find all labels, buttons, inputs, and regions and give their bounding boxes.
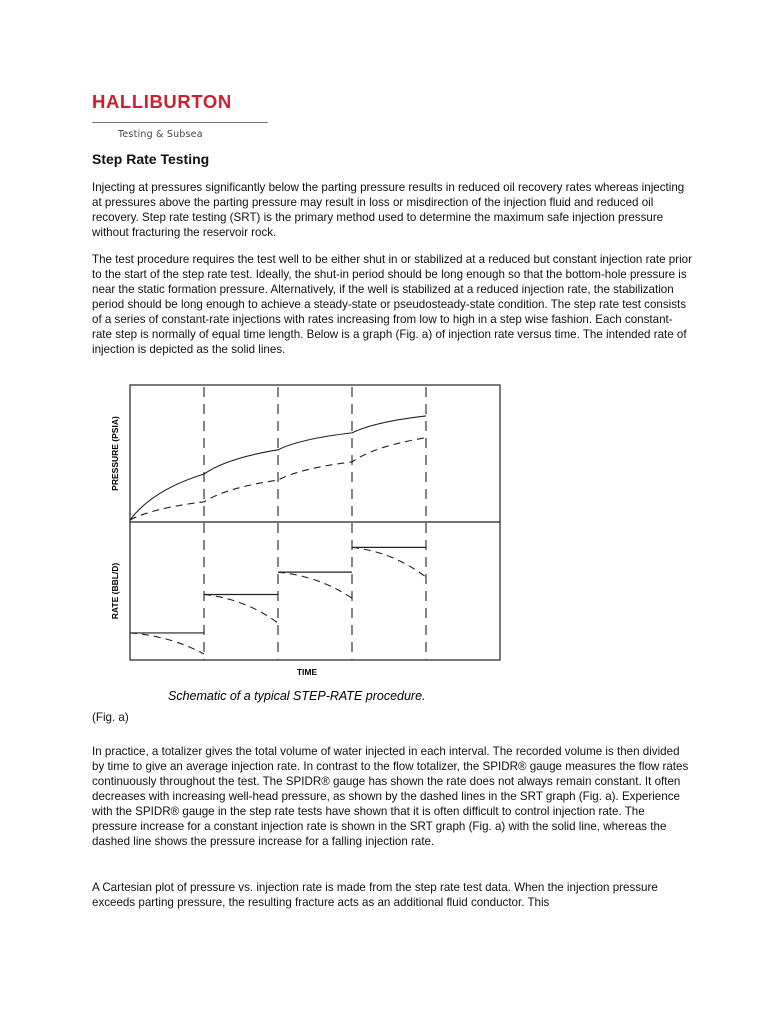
brand-name: HALLIBURTON (92, 91, 232, 112)
figure-label: (Fig. a) (92, 711, 129, 724)
company-logo (92, 92, 268, 140)
measured-rate-step-1 (130, 633, 204, 654)
measured-rate-step-3 (278, 572, 352, 598)
paragraph-intro: Injecting at pressures significantly below the parting pressure results in reduced oil recovery rates whereas injecting at pressures above the parting pressure may result in loss or misdirection of the injection fluid and reduced oil recovery. Step rate testing (SRT) is the primary method used to determine the maximum safe injection pressure without fracturing the reservoir rock. (92, 181, 685, 239)
pressure-series-constant-rate (130, 416, 426, 520)
step-rate-chart (104, 382, 504, 708)
logo-divider (92, 122, 268, 123)
chart-title: Schematic of a typical STEP-RATE procedure. (168, 689, 426, 703)
pressure-axis-label: PRESSURE (PSIA) (110, 416, 120, 491)
paragraph-procedure: The test procedure requires the test well to be either shut in or stabilized at a reduced but constant injection rate prior to the start of the step rate test. Ideally, the shut-in period should be long enough so that the bottom-hole pressure is near the static formation pressure. Alternatively, if the well is stabilized at a reduced injection rate, the stabilization period should be long enough to achieve a steady-state or pseudosteady-state condition. The step rate test consists of a series of constant-rate injections with rates increasing from low to high in a step wise fashion. Each constant-rate step is normally of equal time length. Below is a graph (Fig. a) of injection rate versus time. The intended rate of injection is depicted as the solid lines. (92, 253, 692, 356)
rate-axis-label: RATE (BBL/D) (110, 562, 120, 620)
measured-rate-step-4 (352, 547, 426, 577)
division-name: Testing & Subsea (118, 129, 203, 140)
paragraph-totalizer: In practice, a totalizer gives the total volume of water injected in each interval. The recorded volume is then divided by time to give an average injection rate. In contrast to the flow totalizer, the SPIDR® gauge measures the flow rates continuously throughout the test. The SPIDR® gauge has shown the rate does not always remain constant. It often decreases with increasing well-head pressure, as shown by the dashed lines in the SRT graph (Fig. a). Experience with the SPIDR® gauge in the step rate tests have shown that it is often difficult to control injection rate. The pressure increase for a constant injection rate is shown in the SRT graph (Fig. a) with the solid line, whereas the dashed line shows the pressure increase for a falling injection rate. (92, 745, 689, 848)
paragraph-cartesian: A Cartesian plot of pressure vs. injection rate is made from the step rate test data. When the injection pressure exceeds parting pressure, the resulting fracture acts as an additional fluid conductor. This (92, 881, 658, 909)
measured-rate-step-2 (204, 594, 278, 623)
time-axis-label: TIME (296, 667, 318, 677)
page-title: Step Rate Testing (92, 151, 210, 167)
step-rate-figure (104, 382, 504, 708)
